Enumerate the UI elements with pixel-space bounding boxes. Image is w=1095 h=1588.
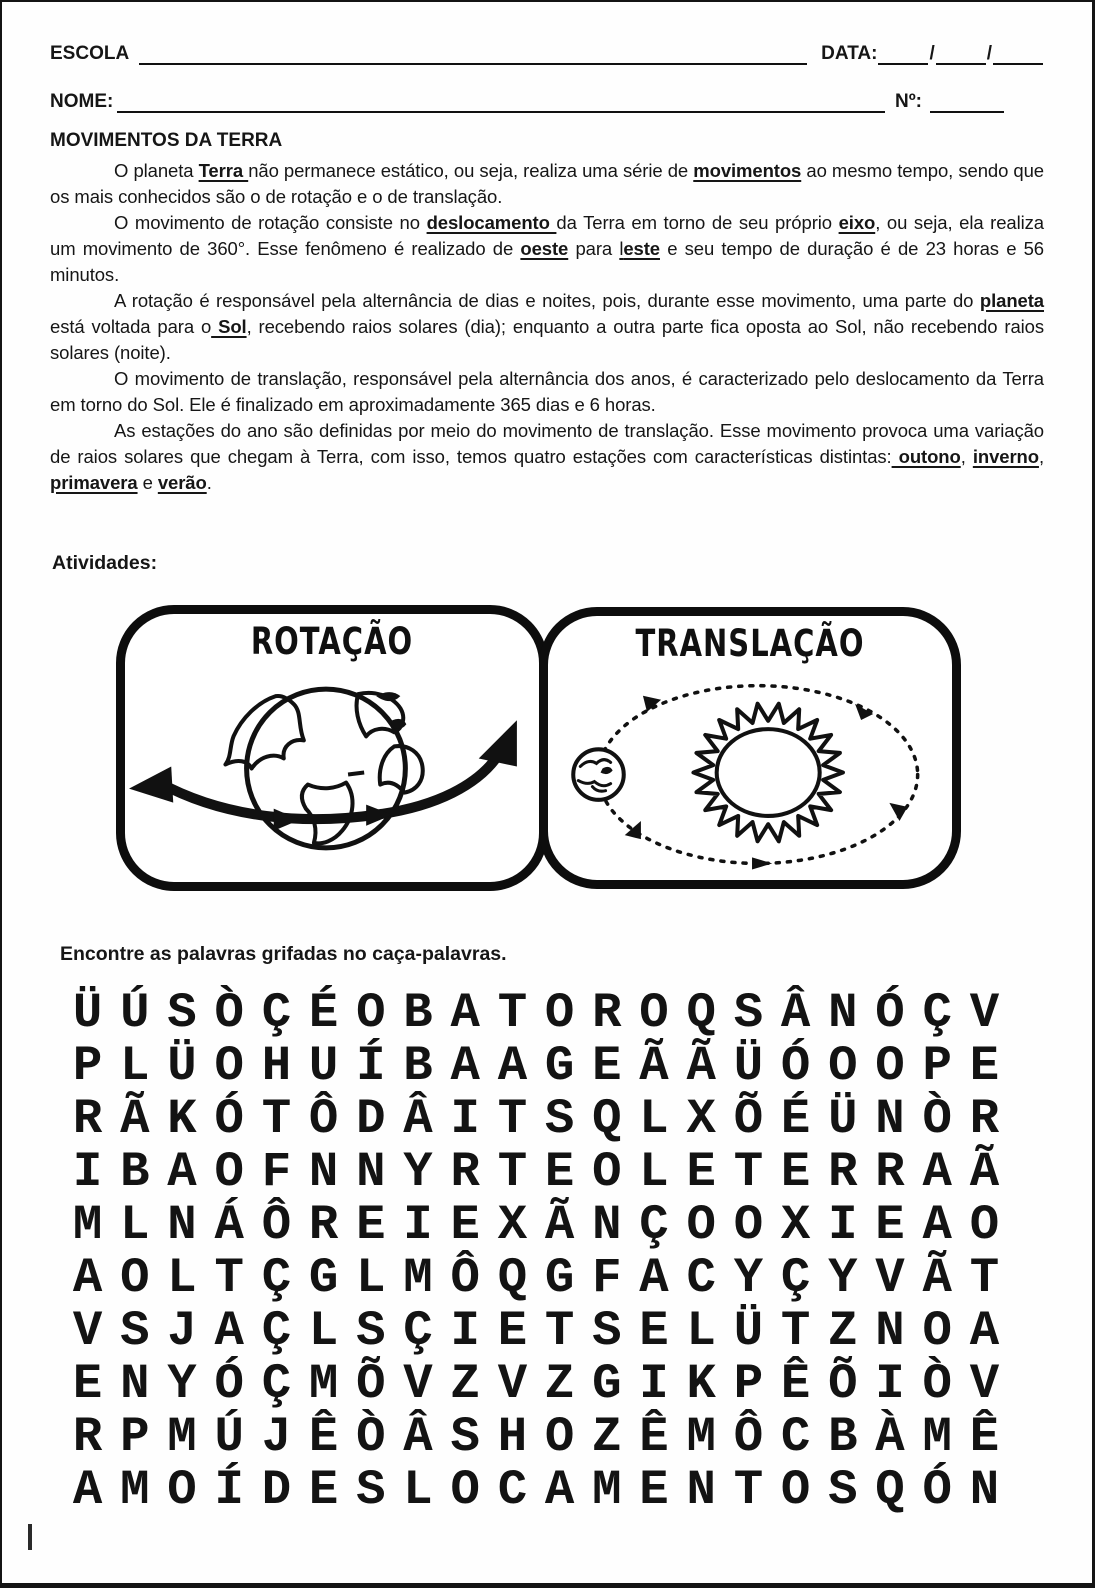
- wordsearch-letter: G: [592, 1355, 622, 1412]
- wordsearch-letter: Ò: [214, 984, 244, 1041]
- date-label: DATA:: [821, 43, 878, 64]
- wordsearch-letter: V: [969, 984, 1000, 1041]
- date-slash: /: [929, 43, 935, 64]
- wordsearch-letter: B: [828, 1408, 858, 1465]
- paragraph: [50, 288, 1044, 366]
- wordsearch-letter: Ü: [167, 1037, 197, 1094]
- wordsearch-letter: B: [120, 1143, 150, 1200]
- wordsearch-letter: O: [592, 1143, 622, 1200]
- wordsearch-letter: O: [639, 984, 669, 1041]
- wordsearch-letter: N: [875, 1090, 905, 1147]
- wordsearch-letter: Ã: [544, 1196, 575, 1253]
- text-run: e seu tempo de duração é de 23 horas e 56 minutos.: [50, 238, 1044, 285]
- wordsearch-letter: M: [403, 1249, 433, 1306]
- page-content: [2, 2, 1092, 1516]
- wordsearch-letter: Ç: [922, 984, 952, 1041]
- wordsearch-letter: I: [72, 1143, 103, 1200]
- header-school-date-row: [50, 42, 1044, 66]
- wordsearch-letter: À: [875, 1408, 905, 1465]
- wordsearch-letter: L: [308, 1302, 339, 1359]
- wordsearch-letter: A: [639, 1249, 669, 1306]
- wordsearch-letter: Ó: [214, 1090, 244, 1147]
- wordsearch-letter: O: [167, 1461, 197, 1518]
- school-field-line: [139, 43, 807, 65]
- wordsearch-letter: K: [686, 1355, 716, 1412]
- name-label: NOME:: [50, 91, 114, 112]
- wordsearch-letter: Í: [356, 1037, 386, 1094]
- date-slash: /: [986, 43, 992, 64]
- wordsearch-letter: I: [403, 1196, 433, 1253]
- wordsearch-letter: P: [922, 1037, 952, 1094]
- wordsearch-letter: R: [592, 984, 622, 1041]
- number-field-line: [930, 91, 1004, 113]
- date-day-field-line: [878, 43, 928, 65]
- text-run: O planeta: [114, 160, 199, 181]
- rotation-figure-box: [116, 605, 548, 891]
- wordsearch-letter: O: [544, 984, 575, 1041]
- wordsearch-letter: A: [497, 1037, 528, 1094]
- wordsearch-letter: I: [639, 1355, 669, 1412]
- wordsearch-letter: N: [969, 1461, 1000, 1518]
- wordsearch-letter: P: [733, 1355, 764, 1412]
- wordsearch-letter: O: [544, 1408, 575, 1465]
- body-paragraphs: [50, 158, 1044, 496]
- wordsearch-letter: Ã: [686, 1037, 716, 1094]
- figures-row: [116, 605, 1044, 891]
- orbit-arrowhead-icon: [889, 803, 907, 821]
- wordsearch-letter: R: [828, 1143, 858, 1200]
- text-run: O movimento de rotação consiste no: [114, 212, 427, 233]
- wordsearch-letter: Ó: [214, 1355, 244, 1412]
- wordsearch-letter: Õ: [733, 1090, 764, 1147]
- wordsearch-letter: N: [356, 1143, 386, 1200]
- orbit-arrowhead-icon: [643, 696, 661, 712]
- wordsearch-letter: O: [922, 1302, 952, 1359]
- wordsearch-letter: H: [497, 1408, 528, 1465]
- wordsearch-letter: B: [403, 1037, 433, 1094]
- wordsearch-letter: D: [261, 1461, 292, 1518]
- wordsearch-letter: O: [686, 1196, 716, 1253]
- keyword-underlined: este: [623, 238, 660, 259]
- wordsearch-letter: Q: [686, 984, 716, 1041]
- text-run: ao mesmo tempo, sendo que os mais conhecidos são o de rotação e o de translação.: [50, 160, 1044, 207]
- wordsearch-letter: H: [261, 1037, 292, 1094]
- wordsearch-letter: T: [733, 1461, 764, 1518]
- wordsearch-letter: R: [450, 1143, 480, 1200]
- wordsearch-letter: M: [686, 1408, 716, 1465]
- wordsearch-letter: Ã: [639, 1037, 669, 1094]
- wordsearch-letter: E: [639, 1302, 669, 1359]
- wordsearch-letter: Ê: [308, 1408, 339, 1465]
- wordsearch-letter: X: [497, 1196, 528, 1253]
- keyword-underlined: Terra: [198, 160, 249, 181]
- wordsearch-letter: E: [969, 1037, 1000, 1094]
- wordsearch-letter: C: [780, 1408, 811, 1465]
- text-run: da Terra em torno de seu próprio: [556, 212, 839, 233]
- wordsearch-letter: T: [214, 1249, 244, 1306]
- wordsearch-letter: B: [403, 984, 433, 1041]
- wordsearch-letter: E: [780, 1143, 811, 1200]
- wordsearch-letter: Ò: [356, 1408, 386, 1465]
- wordsearch-letter: N: [120, 1355, 150, 1412]
- wordsearch-letter: S: [828, 1461, 858, 1518]
- wordsearch-letter: Z: [544, 1355, 575, 1412]
- wordsearch-letter: L: [120, 1037, 150, 1094]
- equator-mark: [348, 773, 364, 775]
- wordsearch-instruction: Encontre as palavras grifadas no caça-palavras.: [60, 943, 507, 965]
- wordsearch-letter: R: [969, 1090, 1000, 1147]
- wordsearch-letter: O: [733, 1196, 764, 1253]
- text-run: está voltada para o: [50, 316, 212, 337]
- keyword-underlined: Sol: [211, 316, 247, 337]
- wordsearch-letter: L: [686, 1302, 716, 1359]
- text-run: , ou seja, ela realiza um movimento de 360°. Esse fenômeno é realizado de: [50, 212, 1044, 259]
- wordsearch-letter: I: [450, 1302, 480, 1359]
- wordsearch-letter: U: [308, 1037, 339, 1094]
- wordsearch-letter: O: [214, 1037, 244, 1094]
- wordsearch-letter: A: [450, 1037, 480, 1094]
- wordsearch-letter: N: [686, 1461, 716, 1518]
- school-label: ESCOLA: [50, 43, 130, 64]
- wordsearch-letter: V: [497, 1355, 528, 1412]
- wordsearch-letter: S: [167, 984, 197, 1041]
- wordsearch-letter: P: [72, 1037, 103, 1094]
- wordsearch-letter: Ü: [733, 1037, 764, 1094]
- wordsearch-letter: Â: [780, 984, 811, 1041]
- paragraph: [50, 158, 1044, 210]
- wordsearch-letter: T: [261, 1090, 292, 1147]
- wordsearch-letter: T: [497, 1090, 528, 1147]
- wordsearch-letter: L: [639, 1143, 669, 1200]
- wordsearch-letter: Ç: [403, 1302, 433, 1359]
- wordsearch-letter: D: [356, 1090, 386, 1147]
- wordsearch-letter: R: [72, 1408, 103, 1465]
- wordsearch-letter: T: [497, 984, 528, 1041]
- header-name-number-row: [50, 90, 1044, 114]
- wordsearch-letter: I: [828, 1196, 858, 1253]
- wordsearch-letter: M: [120, 1461, 150, 1518]
- wordsearch-letter: I: [875, 1355, 905, 1412]
- wordsearch-letter: É: [780, 1090, 811, 1147]
- wordsearch-letter: O: [875, 1037, 905, 1094]
- wordsearch-letter: O: [356, 984, 386, 1041]
- wordsearch-letter: O: [780, 1461, 811, 1518]
- wordsearch-letter: R: [875, 1143, 905, 1200]
- wordsearch-letter: N: [308, 1143, 339, 1200]
- keyword-underlined: eixo: [838, 212, 876, 233]
- wordsearch-letter: X: [780, 1196, 811, 1253]
- wordsearch-letter: A: [922, 1143, 952, 1200]
- text-run: e: [137, 472, 158, 493]
- wordsearch-letter: A: [72, 1249, 103, 1306]
- wordsearch-letter: Ó: [780, 1037, 811, 1094]
- wordsearch-letter: O: [828, 1037, 858, 1094]
- wordsearch-letter: S: [592, 1302, 622, 1359]
- wordsearch-letter: Y: [828, 1249, 858, 1306]
- wordsearch-letter: Â: [403, 1090, 433, 1147]
- wordsearch-letter: E: [686, 1143, 716, 1200]
- wordsearch-letter: F: [592, 1249, 622, 1306]
- sun-orbit-illustration: [548, 660, 952, 880]
- text-run: As estações do ano são definidas por meio do movimento de translação. Esse movimento provoca uma variação de raios solares que chegam à Terra, com isso, temos quatro estações com características distintas:: [50, 420, 1044, 467]
- wordsearch-letter: N: [592, 1196, 622, 1253]
- wordsearch-letter: L: [167, 1249, 197, 1306]
- orbit-arrowhead-icon: [625, 821, 641, 839]
- text-run: para: [568, 238, 620, 259]
- wordsearch-letter: M: [922, 1408, 952, 1465]
- wordsearch-letter: C: [686, 1249, 716, 1306]
- wordsearch-letter: Ô: [261, 1196, 292, 1253]
- wordsearch-letter: Ç: [261, 984, 292, 1041]
- translation-figure-title: TRANSLAÇÃO: [635, 620, 865, 666]
- wordsearch-letter: S: [733, 984, 764, 1041]
- wordsearch-letter: O: [450, 1461, 480, 1518]
- wordsearch-letter: M: [308, 1355, 339, 1412]
- wordsearch-letter: A: [72, 1461, 103, 1518]
- wordsearch-letter: G: [544, 1249, 575, 1306]
- translation-figure-box: [539, 607, 961, 889]
- wordsearch-letter: E: [544, 1143, 575, 1200]
- wordsearch-letter: Z: [450, 1355, 480, 1412]
- wordsearch-letter: S: [544, 1090, 575, 1147]
- wordsearch-letter: Ê: [780, 1355, 811, 1412]
- wordsearch-letter: Ô: [450, 1249, 480, 1306]
- wordsearch-letter: A: [969, 1302, 1000, 1359]
- wordsearch-letter: T: [780, 1302, 811, 1359]
- wordsearch-letter: O: [969, 1196, 1000, 1253]
- wordsearch-letter: Ü: [72, 984, 103, 1041]
- wordsearch-letter: R: [308, 1196, 339, 1253]
- wordsearch-letter: Â: [403, 1408, 433, 1465]
- date-month-field-line: [936, 43, 986, 65]
- wordsearch-letter: Ç: [639, 1196, 669, 1253]
- wordsearch-letter: R: [72, 1090, 103, 1147]
- number-label: Nº:: [895, 91, 922, 112]
- text-run: .: [206, 472, 212, 493]
- wordsearch-letter: Ô: [308, 1090, 339, 1147]
- wordsearch-letter: V: [969, 1355, 1000, 1412]
- wordsearch-letter: K: [167, 1090, 197, 1147]
- wordsearch-letter: M: [167, 1408, 197, 1465]
- paragraph: [50, 366, 1044, 418]
- keyword-underlined: verão: [157, 472, 207, 493]
- wordsearch-letter: Q: [592, 1090, 622, 1147]
- text-run: , recebendo raios solares (dia); enquanto a outra parte fica oposta ao Sol, não recebendo raios solares (noite).: [50, 316, 1044, 363]
- wordsearch-letter: S: [356, 1302, 386, 1359]
- scan-cursor-artifact: [28, 1524, 32, 1550]
- wordsearch-letter: Q: [497, 1249, 528, 1306]
- wordsearch-letter: Ó: [922, 1461, 952, 1518]
- wordsearch-letter: Í: [214, 1461, 244, 1518]
- wordsearch-letter: O: [214, 1143, 244, 1200]
- rotation-arrowhead-right-icon: [479, 720, 517, 766]
- wordsearch-letter: Ê: [969, 1408, 1000, 1465]
- wordsearch-letter: C: [497, 1461, 528, 1518]
- wordsearch-letter: N: [167, 1196, 197, 1253]
- wordsearch-letter: M: [72, 1196, 103, 1253]
- keyword-underlined: deslocamento: [426, 212, 557, 233]
- wordsearch-letter: E: [497, 1302, 528, 1359]
- wordsearch-letter: Ü: [828, 1090, 858, 1147]
- wordsearch-letter: P: [120, 1408, 150, 1465]
- wordsearch-letter: Ã: [120, 1090, 150, 1147]
- wordsearch-letter: J: [261, 1408, 292, 1465]
- wordsearch-letter: Õ: [356, 1355, 386, 1412]
- date-year-field-line: [993, 43, 1043, 65]
- text-run: A rotação é responsável pela alternância de dias e noites, pois, durante esse movimento, uma parte do: [114, 290, 980, 311]
- wordsearch-letter: E: [308, 1461, 339, 1518]
- name-field-line: [117, 91, 885, 113]
- wordsearch-letter: M: [592, 1461, 622, 1518]
- rotation-arrowhead-left-icon: [129, 766, 173, 802]
- wordsearch-letter: L: [639, 1090, 669, 1147]
- earth-rotation-illustration: [125, 658, 539, 882]
- wordsearch-letter: Y: [167, 1355, 197, 1412]
- wordsearch-letter: Y: [733, 1249, 764, 1306]
- wordsearch-letter: L: [356, 1249, 386, 1306]
- wordsearch-letter: O: [120, 1249, 150, 1306]
- wordsearch-letter: L: [120, 1196, 150, 1253]
- wordsearch-letter: É: [308, 984, 339, 1041]
- sun-core-icon: [717, 729, 820, 816]
- wordsearch-letter: Ú: [120, 984, 150, 1041]
- keyword-underlined: inverno: [972, 446, 1039, 467]
- wordsearch-letter: Q: [875, 1461, 905, 1518]
- wordsearch-letter: E: [639, 1461, 669, 1518]
- wordsearch-letter: G: [308, 1249, 339, 1306]
- wordsearch-letter: A: [214, 1302, 244, 1359]
- wordsearch-letter: L: [403, 1461, 433, 1518]
- wordsearch-letter: Ó: [875, 984, 905, 1041]
- wordsearch-letter: V: [72, 1302, 103, 1359]
- keyword-underlined: planeta: [979, 290, 1044, 311]
- wordsearch-letter: E: [356, 1196, 386, 1253]
- wordsearch-letter: Ü: [733, 1302, 764, 1359]
- wordsearch-letter: X: [686, 1090, 716, 1147]
- wordsearch-letter: Ô: [733, 1408, 764, 1465]
- keyword-underlined: movimentos: [693, 160, 802, 181]
- wordsearch-letter: T: [497, 1143, 528, 1200]
- wordsearch-letter: V: [875, 1249, 905, 1306]
- text-run: O movimento de translação, responsável pela alternância dos anos, é caracterizado pelo deslocamento da Terra em torno do Sol. Ele é finalizado em aproximadamente 365 dias e 6 horas.: [50, 368, 1044, 415]
- text-run: ,: [1038, 446, 1044, 467]
- wordsearch-letter: Ã: [922, 1249, 952, 1306]
- wordsearch-letter: T: [733, 1143, 764, 1200]
- activities-label: Atividades:: [52, 552, 158, 574]
- wordsearch-grid: [64, 986, 1008, 1516]
- wordsearch-letter: Á: [214, 1196, 244, 1253]
- wordsearch-letter: F: [261, 1143, 292, 1200]
- wordsearch-letter: A: [450, 984, 480, 1041]
- wordsearch-letter: Z: [592, 1408, 622, 1465]
- keyword-underlined: primavera: [50, 472, 138, 493]
- wordsearch-letter: A: [922, 1196, 952, 1253]
- wordsearch-letter: Ç: [261, 1302, 292, 1359]
- wordsearch-letter: T: [544, 1302, 575, 1359]
- wordsearch-letter: A: [167, 1143, 197, 1200]
- wordsearch-letter: Ç: [261, 1355, 292, 1412]
- wordsearch-letter: S: [120, 1302, 150, 1359]
- paragraph: [50, 418, 1044, 496]
- wordsearch-letter: A: [544, 1461, 575, 1518]
- wordsearch-letter: Y: [403, 1143, 433, 1200]
- wordsearch-letter: Ú: [214, 1408, 244, 1465]
- text-run: ,: [960, 446, 973, 467]
- keyword-underlined: outono: [891, 446, 961, 467]
- text-run: não permanece estático, ou seja, realiza uma série de: [248, 160, 694, 181]
- wordsearch-letter: Ê: [639, 1408, 669, 1465]
- orbit-arrowhead-icon: [752, 857, 772, 869]
- paragraph: [50, 210, 1044, 288]
- wordsearch-letter: E: [72, 1355, 103, 1412]
- rotation-figure-title: ROTAÇÃO: [250, 618, 414, 664]
- wordsearch-letter: E: [450, 1196, 480, 1253]
- page-title: MOVIMENTOS DA TERRA: [50, 130, 283, 151]
- wordsearch-letter: Ç: [261, 1249, 292, 1306]
- wordsearch-letter: G: [544, 1037, 575, 1094]
- wordsearch-letter: N: [875, 1302, 905, 1359]
- wordsearch-letter: V: [403, 1355, 433, 1412]
- wordsearch-letter: Ã: [969, 1143, 1000, 1200]
- wordsearch-letter: J: [167, 1302, 197, 1359]
- wordsearch-letter: Z: [828, 1302, 858, 1359]
- wordsearch-letter: Ò: [922, 1090, 952, 1147]
- wordsearch-letter: T: [969, 1249, 1000, 1306]
- wordsearch-letter: Õ: [828, 1355, 858, 1412]
- keyword-underlined: oeste: [520, 238, 569, 259]
- wordsearch-letter: E: [875, 1196, 905, 1253]
- wordsearch-letter: S: [356, 1461, 386, 1518]
- wordsearch-letter: E: [592, 1037, 622, 1094]
- wordsearch-letter: S: [450, 1408, 480, 1465]
- keyword-underlined: l: [619, 238, 624, 259]
- wordsearch-letter: I: [450, 1090, 480, 1147]
- wordsearch-letter: Ç: [780, 1249, 811, 1306]
- wordsearch-letter: N: [828, 984, 858, 1041]
- wordsearch-letter: Ò: [922, 1355, 952, 1412]
